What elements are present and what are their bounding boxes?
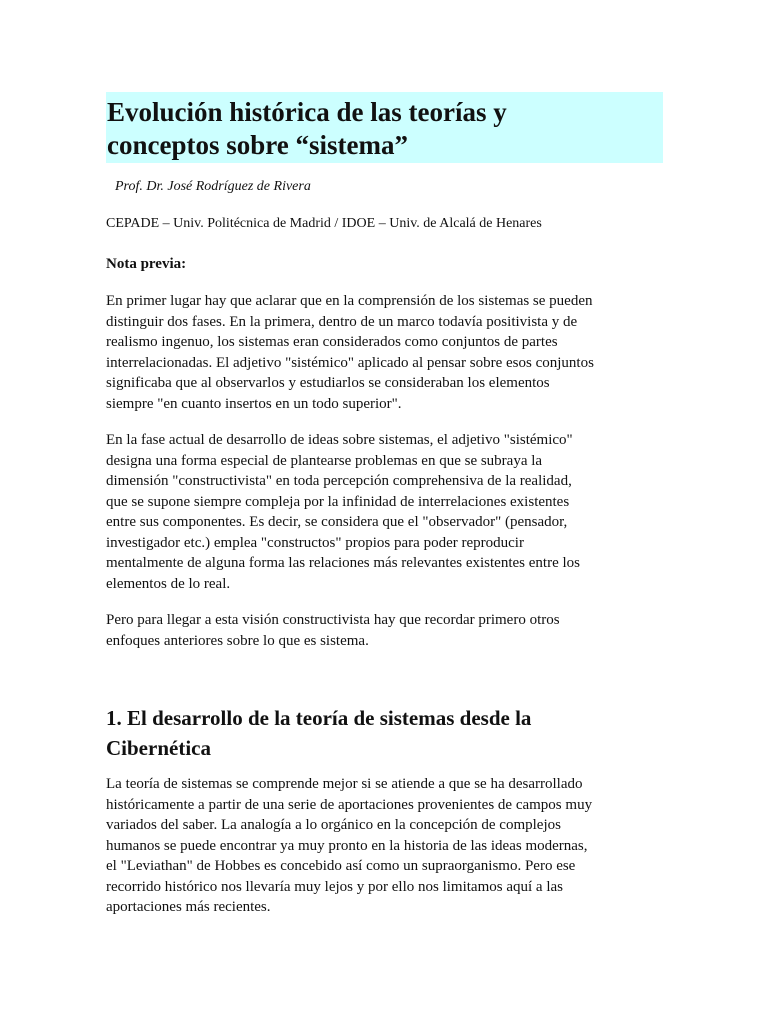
paragraph-line: recorrido histórico nos llevaría muy lejos y por ello nos limitamos aquí a las bbox=[106, 878, 563, 895]
paragraph-line: dimensión "constructivista" en toda percepción comprehensiva de la realidad, bbox=[106, 473, 572, 489]
section-1-paragraph bbox=[106, 774, 686, 918]
paragraph-line: significaba que al observarlos y estudiarlos se consideraban los elementos bbox=[106, 375, 550, 391]
title-banner bbox=[106, 92, 663, 163]
paragraph-line: La teoría de sistemas se comprende mejor si se atiende a que se ha desarrollado bbox=[106, 776, 583, 792]
paragraph-line: investigador etc.) emplea "constructos" propios para poder reproducir bbox=[106, 534, 524, 551]
paragraph-line: enfoques anteriores sobre lo que es sistema. bbox=[106, 632, 369, 649]
paragraph-line: variados del saber. La analogía a lo orgánico en la concepción de complejos bbox=[106, 817, 561, 833]
paragraph-line: el "Leviathan" de Hobbes es concebido así como un supraorganismo. Pero ese bbox=[106, 858, 576, 874]
author-affiliation: CEPADE – Univ. Politécnica de Madrid / IDOE – Univ. de Alcalá de Henares bbox=[106, 216, 542, 231]
page-title-line-2: conceptos sobre “sistema” bbox=[107, 130, 408, 160]
paragraph-line: Pero para llegar a esta visión constructivista hay que recordar primero otros bbox=[106, 612, 560, 628]
nota-previa-heading: Nota previa: bbox=[106, 256, 187, 272]
paragraph-line: aportaciones más recientes. bbox=[106, 899, 271, 915]
paragraph-line: distinguir dos fases. En la primera, dentro de un marco todavía positivista y de bbox=[106, 313, 578, 330]
paragraph-line: elementos de lo real. bbox=[106, 575, 231, 592]
section-1-heading bbox=[106, 703, 666, 763]
paragraph-line: humanos se puede encontrar ya muy pronto en la historia de las ideas modernas, bbox=[106, 837, 588, 854]
paragraph-line: En primer lugar hay que aclarar que en la comprensión de los sistemas se pueden bbox=[106, 293, 593, 309]
paragraph-1 bbox=[106, 291, 686, 414]
page-title-line-1: Evolución histórica de las teorías y bbox=[107, 97, 507, 127]
paragraph-line: realismo ingenuo, los sistemas eran considerados como conjuntos de partes bbox=[106, 334, 558, 350]
paragraph-line: que se supone siempre compleja por la infinidad de interrelaciones existentes bbox=[106, 493, 570, 510]
paragraph-line: designa una forma especial de plantearse problemas en que se subraya la bbox=[106, 452, 543, 469]
author-name: Prof. Dr. José Rodríguez de Rivera bbox=[115, 179, 311, 194]
paragraph-line: mentalmente de alguna forma las relaciones más relevantes existentes entre los bbox=[106, 555, 580, 571]
paragraph-line: entre sus componentes. Es decir, se considera que el "observador" (pensador, bbox=[106, 514, 568, 530]
paragraph-2 bbox=[106, 430, 686, 594]
paragraph-line: En la fase actual de desarrollo de ideas sobre sistemas, el adjetivo "sistémico" bbox=[106, 432, 573, 448]
section-1-heading-line: 1. El desarrollo de la teoría de sistemas desde la bbox=[106, 706, 532, 730]
section-1-heading-line: Cibernética bbox=[106, 736, 211, 760]
paragraph-line: interrelacionadas. El adjetivo "sistémico" aplicado al pensar sobre esos conjuntos bbox=[106, 354, 594, 371]
paragraph-line: siempre "en cuanto insertos en un todo superior". bbox=[106, 395, 402, 412]
paragraph-line: históricamente a partir de una serie de aportaciones provenientes de campos muy bbox=[106, 796, 593, 813]
paragraph-3 bbox=[106, 610, 686, 651]
